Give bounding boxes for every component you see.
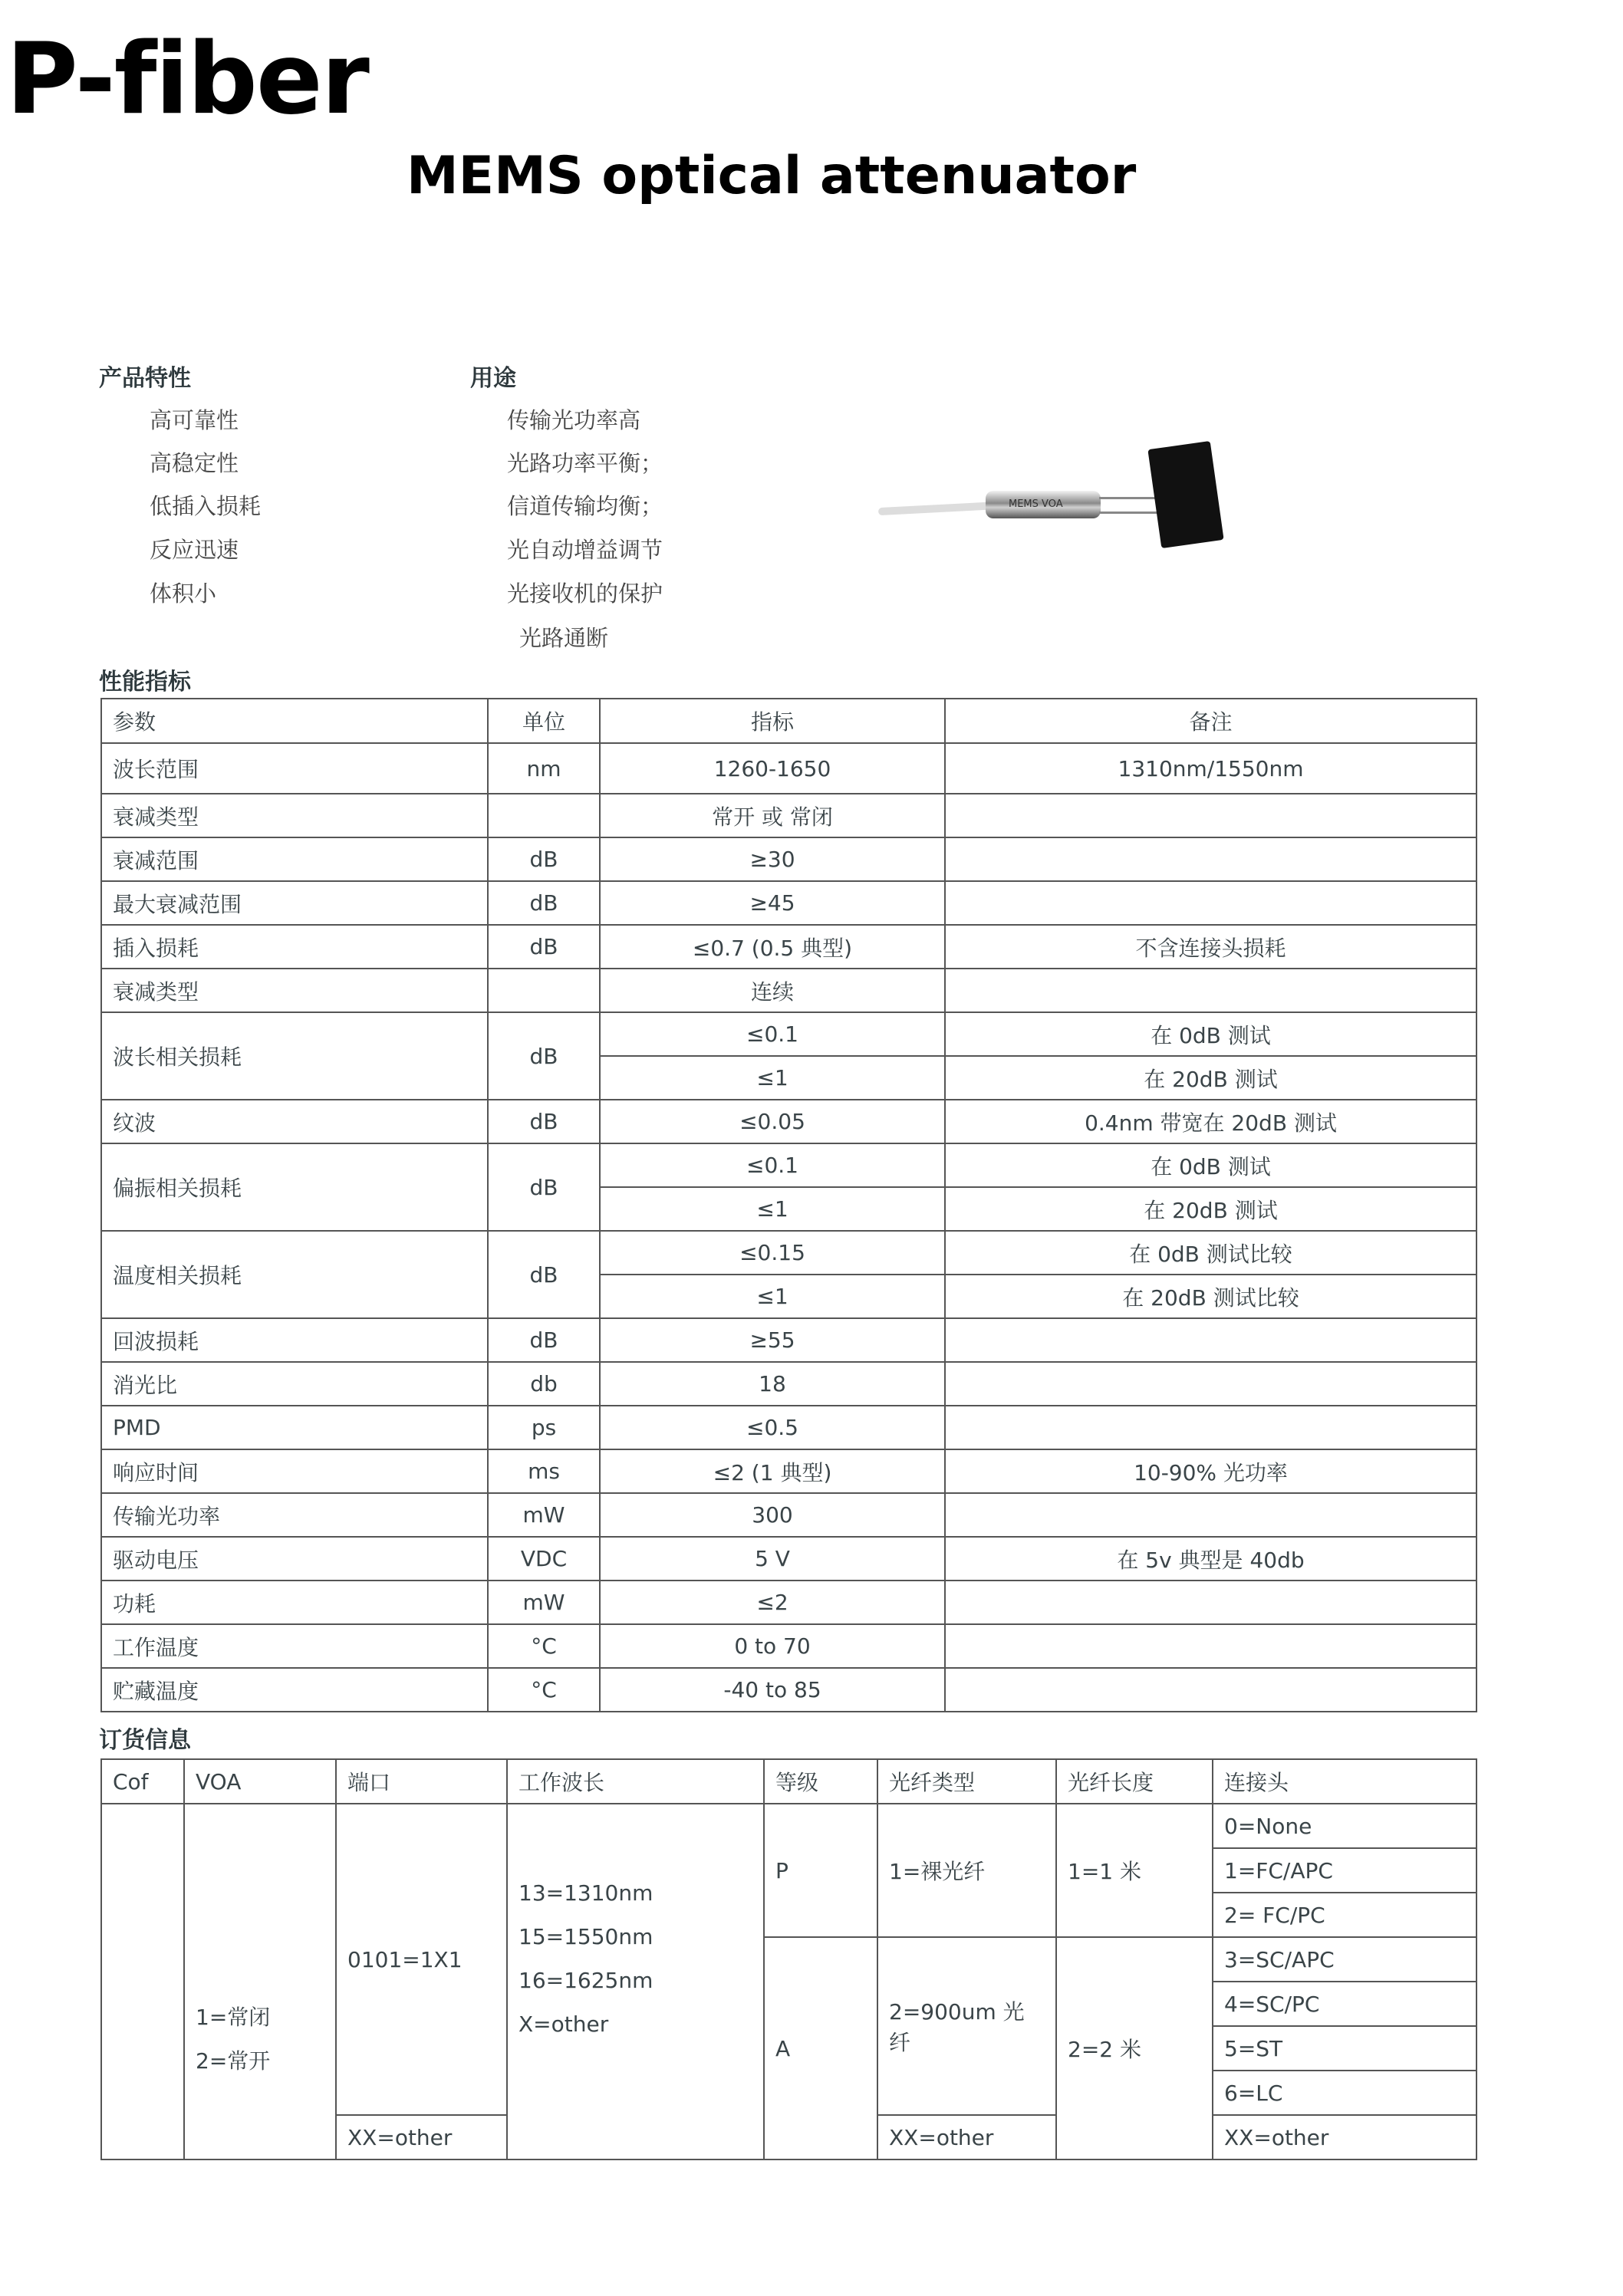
spec-row bbox=[101, 1406, 1477, 1449]
unit-cell: ps bbox=[488, 1406, 600, 1449]
value-cell: ≤2 (1 典型) bbox=[600, 1449, 945, 1493]
param-cell: 温度相关损耗 bbox=[101, 1231, 488, 1318]
spec-row bbox=[101, 1493, 1477, 1537]
note-cell bbox=[945, 881, 1477, 925]
fiber-type-cell: 1=裸光纤 bbox=[877, 1804, 1056, 1937]
spec-row bbox=[101, 1012, 1477, 1056]
note-cell bbox=[945, 1624, 1477, 1668]
connector-cell: 6=LC bbox=[1213, 2071, 1477, 2115]
value-cell: ≤0.05 bbox=[600, 1100, 945, 1143]
unit-cell: dB bbox=[488, 925, 600, 969]
order-header: 工作波长 bbox=[507, 1759, 764, 1804]
note-cell: 不含连接头损耗 bbox=[945, 925, 1477, 969]
value-cell: ≤1 bbox=[600, 1275, 945, 1318]
note-cell: 在 5v 典型是 40db bbox=[945, 1537, 1477, 1581]
value-cell: 1260-1650 bbox=[600, 743, 945, 794]
unit-cell: dB bbox=[488, 881, 600, 925]
cof-cell bbox=[101, 1804, 184, 2159]
note-cell bbox=[945, 1668, 1477, 1712]
connector-cell: 4=SC/PC bbox=[1213, 1982, 1477, 2026]
note-cell bbox=[945, 1362, 1477, 1406]
spec-row bbox=[101, 1318, 1477, 1362]
connector-cell: 5=ST bbox=[1213, 2026, 1477, 2071]
spec-row bbox=[101, 794, 1477, 837]
application-item: 信道传输均衡； bbox=[507, 493, 663, 519]
value-cell: 常开 或 常闭 bbox=[600, 794, 945, 837]
note-cell: 1310nm/1550nm bbox=[945, 743, 1477, 794]
fiber-length-cell: 1=1 米 bbox=[1056, 1804, 1213, 1937]
feature-item: 高可靠性 bbox=[150, 407, 239, 433]
voa-cell: 1=常闭 2=常开 bbox=[184, 1804, 336, 2159]
param-cell: 偏振相关损耗 bbox=[101, 1143, 488, 1231]
unit-cell: °C bbox=[488, 1668, 600, 1712]
note-cell: 10-90% 光功率 bbox=[945, 1449, 1477, 1493]
product-image: MEMS VOA bbox=[878, 437, 1223, 552]
value-cell: ≤2 bbox=[600, 1581, 945, 1624]
spec-row bbox=[101, 1668, 1477, 1712]
note-cell: 在 0dB 测试比较 bbox=[945, 1231, 1477, 1275]
unit-cell bbox=[488, 969, 600, 1012]
spec-header-row bbox=[101, 699, 1477, 743]
note-cell: 在 0dB 测试 bbox=[945, 1143, 1477, 1187]
unit-cell: dB bbox=[488, 1318, 600, 1362]
spec-row bbox=[101, 969, 1477, 1012]
spec-row bbox=[101, 1100, 1477, 1143]
note-cell bbox=[945, 1581, 1477, 1624]
spec-header: 指标 bbox=[600, 699, 945, 743]
value-cell: ≤0.5 bbox=[600, 1406, 945, 1449]
value-cell: ≤1 bbox=[600, 1187, 945, 1231]
value-cell: 18 bbox=[600, 1362, 945, 1406]
feature-item: 体积小 bbox=[150, 581, 217, 607]
order-header: Cof bbox=[101, 1759, 184, 1804]
param-cell: 传输光功率 bbox=[101, 1493, 488, 1537]
fiber-type-cell: 2=900um 光纤 bbox=[877, 1937, 1056, 2115]
param-cell: 波长相关损耗 bbox=[101, 1012, 488, 1100]
value-cell: ≤0.15 bbox=[600, 1231, 945, 1275]
spec-heading: 性能指标 bbox=[99, 669, 191, 696]
spec-table bbox=[100, 698, 1477, 1712]
grade-cell: P bbox=[764, 1804, 877, 1937]
value-cell: ≥55 bbox=[600, 1318, 945, 1362]
application-item: 光路通断 bbox=[519, 625, 609, 651]
param-cell: 衰减类型 bbox=[101, 969, 488, 1012]
fiber-type-cell: XX=other bbox=[877, 2115, 1056, 2159]
order-header: 端口 bbox=[336, 1759, 507, 1804]
order-header: 光纤类型 bbox=[877, 1759, 1056, 1804]
order-heading: 订货信息 bbox=[99, 1727, 191, 1754]
spec-row bbox=[101, 743, 1477, 794]
note-cell: 在 0dB 测试 bbox=[945, 1012, 1477, 1056]
unit-cell: dB bbox=[488, 1100, 600, 1143]
unit-cell: dB bbox=[488, 837, 600, 881]
param-cell: 消光比 bbox=[101, 1362, 488, 1406]
value-cell: 300 bbox=[600, 1493, 945, 1537]
value-cell: ≤1 bbox=[600, 1056, 945, 1100]
param-cell: 纹波 bbox=[101, 1100, 488, 1143]
note-cell bbox=[945, 1406, 1477, 1449]
value-cell: 5 V bbox=[600, 1537, 945, 1581]
note-cell bbox=[945, 837, 1477, 881]
connector-cell: 1=FC/APC bbox=[1213, 1848, 1477, 1893]
unit-cell bbox=[488, 794, 600, 837]
unit-cell: °C bbox=[488, 1624, 600, 1668]
feature-item: 高稳定性 bbox=[150, 450, 239, 476]
param-cell: 最大衰减范围 bbox=[101, 881, 488, 925]
features-heading: 产品特性 bbox=[99, 365, 191, 392]
spec-row bbox=[101, 1624, 1477, 1668]
value-cell: ≥30 bbox=[600, 837, 945, 881]
note-cell bbox=[945, 1318, 1477, 1362]
value-cell: 连续 bbox=[600, 969, 945, 1012]
spec-row bbox=[101, 881, 1477, 925]
order-header: 连接头 bbox=[1213, 1759, 1477, 1804]
order-table bbox=[100, 1758, 1477, 2160]
spec-row bbox=[101, 837, 1477, 881]
note-cell: 0.4nm 带宽在 20dB 测试 bbox=[945, 1100, 1477, 1143]
connector-cell: 2= FC/PC bbox=[1213, 1893, 1477, 1937]
value-cell: ≤0.1 bbox=[600, 1012, 945, 1056]
fiber-length-cell: 2=2 米 bbox=[1056, 1937, 1213, 2159]
application-item: 光路功率平衡； bbox=[507, 450, 663, 476]
param-cell: 响应时间 bbox=[101, 1449, 488, 1493]
spec-row bbox=[101, 1449, 1477, 1493]
spec-header: 单位 bbox=[488, 699, 600, 743]
grade-cell: A bbox=[764, 1937, 877, 2159]
note-cell: 在 20dB 测试 bbox=[945, 1056, 1477, 1100]
connector-cell: XX=other bbox=[1213, 2115, 1477, 2159]
spec-row bbox=[101, 1581, 1477, 1624]
order-header: 等级 bbox=[764, 1759, 877, 1804]
logo: P-fiber bbox=[6, 22, 368, 137]
param-cell: 回波损耗 bbox=[101, 1318, 488, 1362]
param-cell: 工作温度 bbox=[101, 1624, 488, 1668]
param-cell: 功耗 bbox=[101, 1581, 488, 1624]
unit-cell: mW bbox=[488, 1581, 600, 1624]
param-cell: 插入损耗 bbox=[101, 925, 488, 969]
wavelength-cell: 13=1310nm 15=1550nm 16=1625nm X=other bbox=[507, 1804, 764, 2159]
unit-cell: mW bbox=[488, 1493, 600, 1537]
value-cell: ≥45 bbox=[600, 881, 945, 925]
unit-cell: ms bbox=[488, 1449, 600, 1493]
spec-row bbox=[101, 1143, 1477, 1187]
spec-row bbox=[101, 1231, 1477, 1275]
value-cell: -40 to 85 bbox=[600, 1668, 945, 1712]
application-item: 光自动增益调节 bbox=[507, 537, 663, 563]
application-item: 传输光功率高 bbox=[507, 407, 641, 433]
application-item: 光接收机的保护 bbox=[507, 581, 663, 607]
order-header-row bbox=[101, 1759, 1477, 1804]
unit-cell: dB bbox=[488, 1143, 600, 1231]
connector-cell: 0=None bbox=[1213, 1804, 1477, 1848]
port-cell: XX=other bbox=[336, 2115, 507, 2159]
connector-cell: 3=SC/APC bbox=[1213, 1937, 1477, 1982]
note-cell: 在 20dB 测试比较 bbox=[945, 1275, 1477, 1318]
spec-row bbox=[101, 1537, 1477, 1581]
port-cell: 0101=1X1 bbox=[336, 1804, 507, 2115]
order-header: VOA bbox=[184, 1759, 336, 1804]
unit-cell: VDC bbox=[488, 1537, 600, 1581]
param-cell: 衰减类型 bbox=[101, 794, 488, 837]
spec-row bbox=[101, 1362, 1477, 1406]
note-cell: 在 20dB 测试 bbox=[945, 1187, 1477, 1231]
param-cell: 波长范围 bbox=[101, 743, 488, 794]
unit-cell: dB bbox=[488, 1012, 600, 1100]
unit-cell: nm bbox=[488, 743, 600, 794]
note-cell bbox=[945, 969, 1477, 1012]
param-cell: 衰减范围 bbox=[101, 837, 488, 881]
note-cell bbox=[945, 794, 1477, 837]
param-cell: 贮藏温度 bbox=[101, 1668, 488, 1712]
unit-cell: dB bbox=[488, 1231, 600, 1318]
value-cell: 0 to 70 bbox=[600, 1624, 945, 1668]
value-cell: ≤0.1 bbox=[600, 1143, 945, 1187]
order-header: 光纤长度 bbox=[1056, 1759, 1213, 1804]
spec-header: 备注 bbox=[945, 699, 1477, 743]
spec-row bbox=[101, 925, 1477, 969]
feature-item: 低插入损耗 bbox=[150, 493, 262, 519]
param-cell: 驱动电压 bbox=[101, 1537, 488, 1581]
unit-cell: db bbox=[488, 1362, 600, 1406]
feature-item: 反应迅速 bbox=[150, 537, 239, 563]
spec-header: 参数 bbox=[101, 699, 488, 743]
value-cell: ≤0.7 (0.5 典型) bbox=[600, 925, 945, 969]
page-title: MEMS optical attenuator bbox=[407, 146, 1137, 206]
applications-heading: 用途 bbox=[470, 365, 516, 392]
param-cell: PMD bbox=[101, 1406, 488, 1449]
note-cell bbox=[945, 1493, 1477, 1537]
